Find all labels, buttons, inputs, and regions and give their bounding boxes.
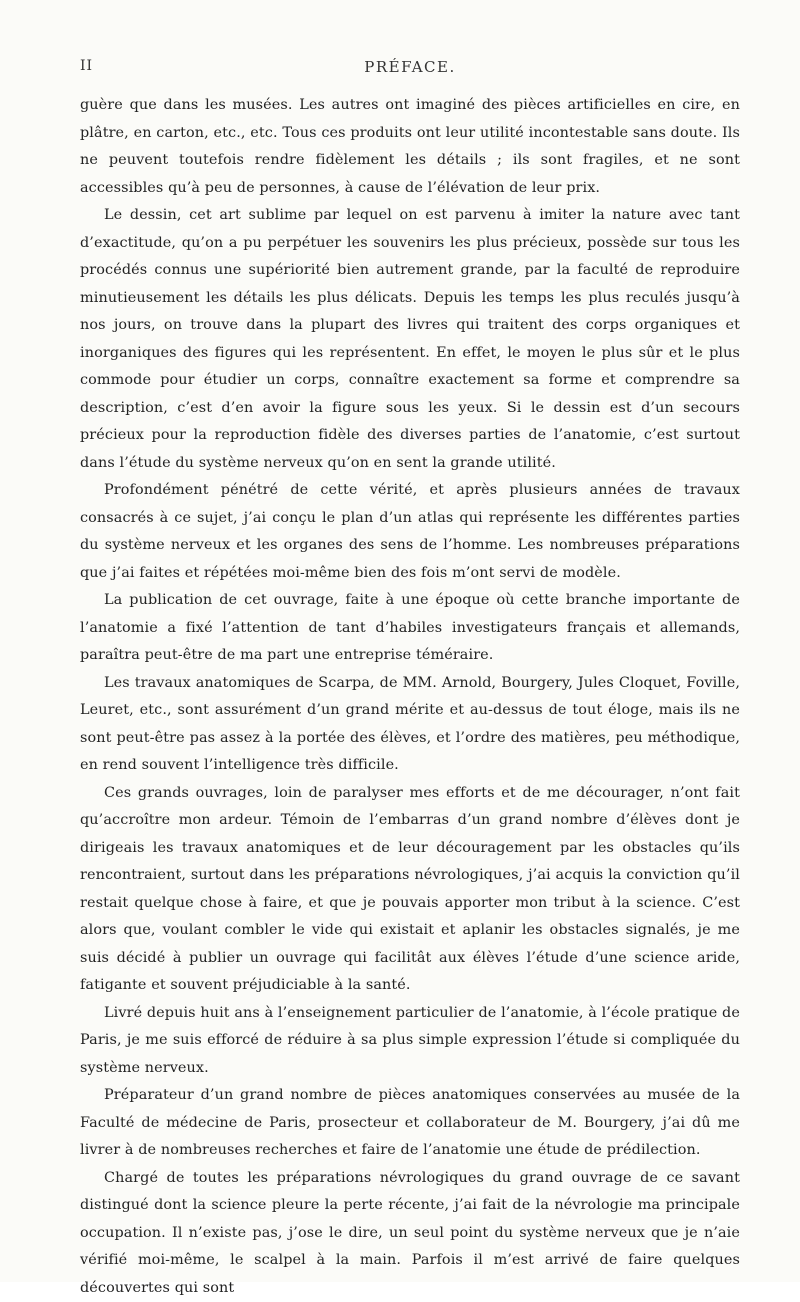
paragraph-3: Profondément pénétré de cette vérité, et après plusieurs années de travaux consacrés à ce sujet, j’ai conçu le plan d’un atlas qui représente les différentes parties du système nerveux et les organes des sens de l’homme. Les nombreuses préparations que j’ai faites et répétées moi-même bien des fois m’ont servi de modèle. — [80, 477, 740, 587]
paragraph-4: La publication de cet ouvrage, faite à une époque où cette branche importante de l’anatomie a fixé l’attention de tant d’habiles investigateurs français et allemands, paraîtra peut-être de ma part une entreprise téméraire. — [80, 587, 740, 670]
paragraph-5: Les travaux anatomiques de Scarpa, de MM. Arnold, Bourgery, Jules Cloquet, Foville, Leuret, etc., sont assurément d’un grand mérite et au-dessus de tout éloge, mais ils ne sont peut-être pas assez à la portée des élèves, et l’ordre des matières, peu méthodique, en rend souvent l’intelligence très difficile. — [80, 670, 740, 780]
page-number: II — [80, 58, 93, 74]
paragraph-8: Préparateur d’un grand nombre de pièces anatomiques conservées au musée de la Faculté de médecine de Paris, prosecteur et collaborateur de M. Bourgery, j’ai dû me livrer à de nombreuses recherches et faire de l’anatomie une étude de prédilection. — [80, 1082, 740, 1165]
paragraph-9: Chargé de toutes les préparations névrologiques du grand ouvrage de ce savant distingué dont la science pleure la perte récente, j’ai fait de la névrologie ma principale occupation. Il n’existe pas, j’ose le dire, un seul point du système nerveux que je n’aie vérifié moi-même, le scalpel à la main. Parfois il m’est arrivé de faire quelques découvertes qui sont — [80, 1165, 740, 1302]
running-head: PRÉFACE. — [80, 58, 740, 76]
paragraph-6: Ces grands ouvrages, loin de paralyser mes efforts et de me décourager, n’ont fait qu’accroître mon ardeur. Témoin de l’embarras d’un grand nombre d’élèves dont je dirigeais les travaux anatomiques et de leur découragement par les obstacles qu’ils rencontraient, surtout dans les préparations névrologiques, j’ai acquis la conviction qu’il restait quelque chose à faire, et que je pouvais apporter mon tribut à la science. C’est alors que, voulant combler le vide qui existait et aplanir les obstacles signalés, je me suis décidé à publier un ouvrage qui facilitât aux élèves l’étude d’une science aride, fatigante et souvent préjudiciable à la santé. — [80, 780, 740, 1000]
preface-body — [80, 92, 740, 1302]
paragraph-1: guère que dans les musées. Les autres ont imaginé des pièces artificielles en cire, en plâtre, en carton, etc., etc. Tous ces produits ont leur utilité incontestable sans doute. Ils ne peuvent toutefois rendre fidèlement les détails ; ils sont fragiles, et ne sont accessibles qu’à peu de personnes, à cause de l’élévation de leur prix. — [80, 92, 740, 202]
page-header — [80, 58, 740, 82]
paragraph-2: Le dessin, cet art sublime par lequel on est parvenu à imiter la nature avec tant d’exactitude, qu’on a pu perpétuer les souvenirs les plus précieux, possède sur tous les procédés connus une supériorité bien autrement grande, par la faculté de reproduire minutieusement les détails les plus délicats. Depuis les temps les plus reculés jusqu’à nos jours, on trouve dans la plupart des livres qui traitent des corps organiques et inorganiques des figures qui les représentent. En effet, le moyen le plus sûr et le plus commode pour étudier un corps, connaître exactement sa forme et comprendre sa description, c’est d’en avoir la figure sous les yeux. Si le dessin est d’un secours précieux pour la reproduction fidèle des diverses parties de l’anatomie, c’est surtout dans l’étude du système nerveux qu’on en sent la grande utilité. — [80, 202, 740, 477]
paragraph-7: Livré depuis huit ans à l’enseignement particulier de l’anatomie, à l’école pratique de Paris, je me suis efforcé de réduire à sa plus simple expression l’étude si compliquée du système nerveux. — [80, 1000, 740, 1083]
